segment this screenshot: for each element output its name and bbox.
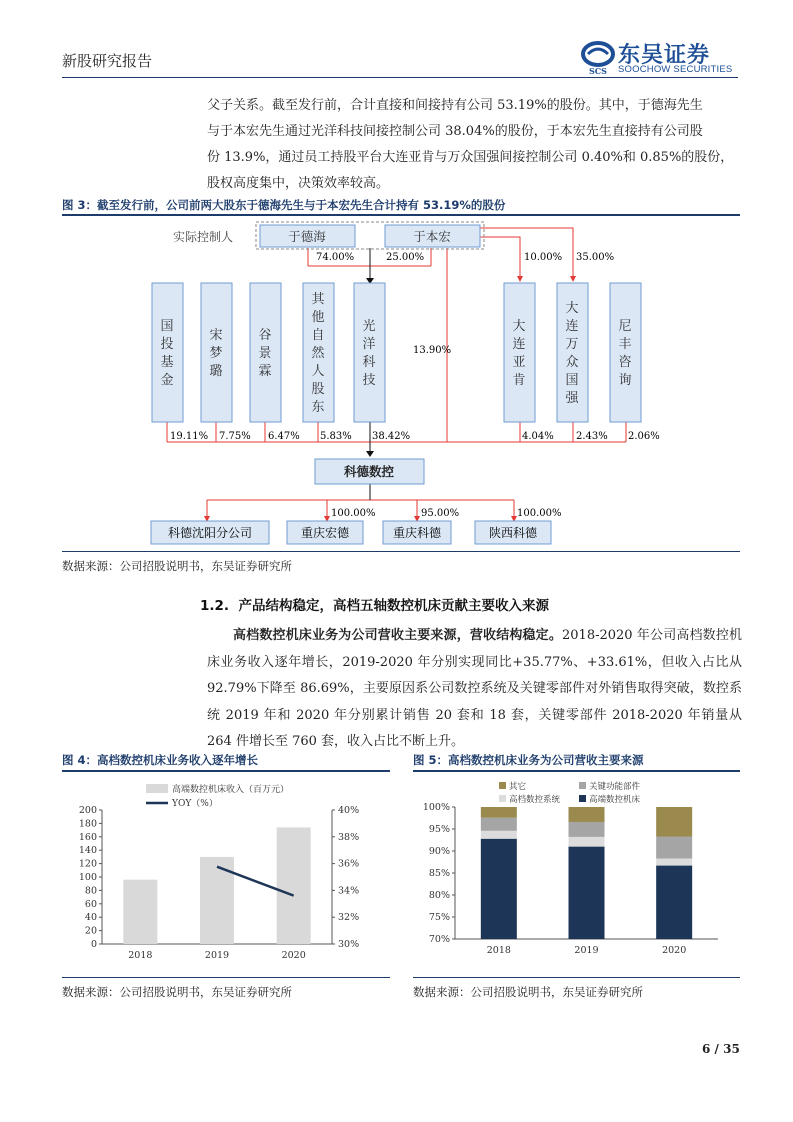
shareholder-name-char: 国 [565, 373, 579, 388]
shareholder-name-char: 他 [311, 310, 325, 325]
pct-yubenhong-guangyang: 25.00% [386, 252, 425, 263]
y-tick-label: 0 [90, 939, 97, 950]
legend-label: 高档数控系统 [509, 795, 561, 805]
holder-pct: 2.06% [628, 431, 660, 442]
stack-segment [569, 837, 605, 847]
subsidiary-name: 科德沈阳分公司 [167, 526, 253, 540]
shareholder-name-char: 技 [362, 373, 376, 388]
subsidiary-pct: 95.00% [421, 508, 460, 519]
section-number: 1.2. [200, 598, 230, 614]
holder-pcts [170, 431, 660, 442]
company-name: 科德数控 [343, 464, 395, 479]
y-tick-label: 40 [84, 912, 97, 924]
x-tick-label: 2018 [486, 945, 511, 956]
stack-segment [656, 859, 692, 866]
controller-yudehai: 于德海 [288, 229, 326, 244]
shareholder-name-char: 洋 [362, 337, 376, 352]
fig5-source: 数据来源：公司招股说明书，东吴证券研究所 [413, 985, 643, 999]
shareholder-name-char: 国 [160, 319, 174, 334]
x-tick-label: 2020 [662, 945, 687, 956]
y-tick-label: 20 [84, 925, 97, 937]
intro-line: 父子关系。截至发行前，合计直接和间接持有公司 53.19%的股份。其中，于德海先生 [207, 98, 703, 113]
stack-segment [569, 822, 605, 837]
shareholder-name-char: 科 [362, 355, 376, 370]
x-tick-label: 2019 [204, 950, 230, 961]
shareholder-name-char: 亚 [512, 355, 526, 370]
y2-tick-label: 34% [338, 885, 360, 897]
y-tick-label: 85% [428, 868, 450, 879]
fig3-bottom-rule [62, 551, 740, 552]
shareholder-name-char: 金 [160, 373, 174, 388]
intro-line: 股权高度集中，决策效率较高。 [207, 176, 390, 191]
stack-segment [656, 866, 692, 939]
y-tick-label: 140 [78, 845, 97, 857]
stack-segment [481, 818, 517, 831]
holder-pct: 4.04% [522, 431, 554, 442]
logo-en: SOOCHOW SECURITIES [618, 64, 733, 75]
shareholder-name-char: 人 [311, 364, 325, 379]
stack-segment [656, 837, 692, 859]
header-title: 新股研究报告 [62, 52, 153, 70]
fig3-source: 数据来源：公司招股说明书，东吴证券研究所 [62, 559, 292, 573]
y2-tick-label: 36% [338, 858, 360, 870]
shareholder-name-char: 景 [258, 346, 272, 361]
shareholder-box [610, 283, 641, 422]
legend-label: 其它 [509, 782, 527, 792]
shareholder-name-char: 梦 [209, 346, 223, 361]
revenue-chart [62, 776, 390, 972]
holder-pct: 19.11% [170, 431, 209, 442]
shareholder-name-char: 股 [311, 382, 325, 397]
legend-bar-swatch [146, 784, 168, 793]
pct-dalian-wanzhong: 35.00% [576, 252, 615, 263]
fig4-bottom-rule [62, 977, 390, 978]
section-text: 产品结构稳定，高档五轴数控机床贡献主要收入来源 [238, 598, 549, 614]
y-tick-label: 100% [422, 802, 450, 813]
fig4-source: 数据来源：公司招股说明书，东吴证券研究所 [62, 985, 292, 999]
holder-pct: 38.42% [372, 431, 411, 442]
shareholder-box [354, 283, 385, 422]
y-tick-label: 100 [78, 872, 97, 883]
para-body: 2018-2020 年公司高档数控机床业务收入逐年增长，2019-2020 年分别实现同比+35.77%、+33.61%，但收入占比从 92.79%下降至 86.69%，主要原因系公司数控系统及关键零部件对外销售取得突破，数控系统 2019 年和 2020 年分别累计销售 20 套和 18 套，关键零部件 2018-2020 年销量从 264 件增长至 760 套，收入占比不断上升。 [207, 628, 742, 749]
pct-yudehai-guangyang: 74.00% [316, 252, 355, 263]
shareholder-name-char: 大 [512, 319, 526, 334]
para-bold-lead: 高档数控机床业务为公司营收主要来源，营收结构稳定。 [233, 628, 563, 643]
y-tick-label: 120 [78, 858, 97, 870]
fig3-title: 图 3：截至发行前，公司前两大股东于德海先生与于本宏先生合计持有 53.19%的股份 [62, 198, 506, 212]
legend-swatch [579, 795, 586, 802]
shareholder-name-char: 璐 [209, 364, 223, 379]
stack-segment [656, 807, 692, 837]
shareholder-name-char: 谷 [258, 328, 272, 343]
y-tick-label: 200 [78, 805, 97, 816]
shareholder-name-char: 光 [362, 319, 376, 334]
holder-pct: 5.83% [320, 431, 352, 442]
subsidiary-pct: 100.00% [331, 508, 376, 519]
subsidiary-name: 重庆科德 [392, 526, 442, 540]
shareholder-name-char: 宋 [209, 328, 223, 343]
stack-segment [481, 839, 517, 939]
logo-mark: SCS [589, 66, 607, 76]
subsidiary-name: 陕西科德 [488, 526, 538, 540]
shareholder-box [504, 283, 535, 422]
body-paragraph [207, 623, 742, 756]
shareholder-name-char: 霖 [258, 364, 272, 379]
bar [123, 880, 157, 944]
fig4-title: 图 4：高档数控机床业务收入逐年增长 [62, 753, 259, 767]
y2-tick-label: 40% [338, 805, 360, 816]
fig5-title: 图 5：高档数控机床业务为公司营收主要来源 [413, 753, 644, 767]
controller-label: 实际控制人 [173, 230, 234, 244]
shareholder-name-char: 尼 [618, 319, 632, 334]
page-number: 6 / 35 [702, 1042, 740, 1056]
legend-swatch [579, 782, 586, 789]
y2-tick-label: 30% [338, 939, 360, 950]
controller-yubenhong: 于本宏 [413, 229, 451, 244]
legend-label: 高端数控机床 [589, 795, 641, 805]
subsidiary-pct: 100.00% [517, 508, 562, 519]
legend-swatch [499, 782, 506, 789]
y-tick-label: 80 [84, 885, 97, 897]
section-title [200, 594, 549, 614]
shareholder-name-char: 基 [160, 355, 174, 370]
y-tick-label: 60 [84, 898, 97, 910]
shareholder-name-char: 肯 [512, 373, 526, 388]
shareholder-name-char: 丰 [618, 337, 632, 352]
pct-direct: 13.90% [413, 345, 452, 356]
shareholder-name-char: 然 [311, 346, 325, 361]
y-tick-label: 75% [428, 912, 450, 923]
holder-pct: 7.75% [219, 431, 251, 442]
subsidiary-boxes [151, 521, 551, 544]
shareholder-name-char: 咨 [618, 355, 632, 370]
legend-swatch [499, 795, 506, 802]
holder-pct: 6.47% [268, 431, 300, 442]
shareholder-name-char: 万 [565, 337, 579, 352]
legend-bar-label: 高端数控机床收入（百万元） [172, 785, 290, 795]
x-tick-label: 2019 [574, 945, 599, 956]
shareholder-name-char: 东 [311, 400, 325, 415]
revenue-mix-chart [413, 776, 740, 972]
y-tick-label: 90% [428, 846, 450, 857]
y-tick-label: 80% [428, 890, 450, 901]
y-tick-label: 70% [428, 934, 450, 945]
shareholder-name-char: 其 [311, 292, 325, 307]
fig5-top-rule [413, 770, 740, 772]
shareholder-name-char: 强 [565, 391, 579, 406]
x-tick-label: 2020 [281, 950, 306, 961]
bar [277, 827, 311, 944]
legend-line-label: YOY（%） [172, 799, 218, 809]
y2-tick-label: 32% [338, 912, 360, 924]
subsidiary-name: 重庆宏德 [300, 526, 350, 540]
holder-pct: 2.43% [576, 431, 608, 442]
fig4-top-rule [62, 770, 390, 772]
y-tick-label: 180 [78, 818, 97, 830]
y-tick-label: 160 [78, 831, 97, 843]
shareholder-name-char: 大 [565, 301, 579, 316]
legend-label: 关键功能部件 [589, 782, 641, 792]
intro-line: 与于本宏先生通过光洋科技间接控制公司 38.04%的股份，于本宏先生直接持有公司股 [207, 124, 703, 139]
y2-tick-label: 38% [338, 831, 360, 843]
shareholder-name-char: 连 [565, 319, 579, 334]
pct-dalian-yaken: 10.00% [524, 252, 563, 263]
shareholder-name-char: 询 [618, 373, 632, 388]
shareholder-name-char: 众 [565, 355, 579, 370]
subsidiary-pcts [331, 508, 562, 519]
y-tick-label: 95% [428, 824, 450, 835]
stack-segment [481, 807, 517, 818]
shareholder-box [152, 283, 183, 422]
shareholder-name-char: 自 [311, 328, 325, 343]
shareholder-name-char: 投 [160, 337, 174, 352]
shareholder-name-char: 连 [512, 337, 526, 352]
fig5-bottom-rule [413, 977, 740, 978]
stack-segment [569, 847, 605, 939]
x-tick-label: 2018 [128, 950, 153, 961]
intro-line: 份 13.9%，通过员工持股平台大连亚肯与万众国强间接控制公司 0.40%和 0.85%的股份， [207, 150, 734, 165]
logo-cn: 东吴证券 [618, 43, 711, 68]
stack-segment [569, 807, 605, 822]
stack-segment [481, 831, 517, 839]
